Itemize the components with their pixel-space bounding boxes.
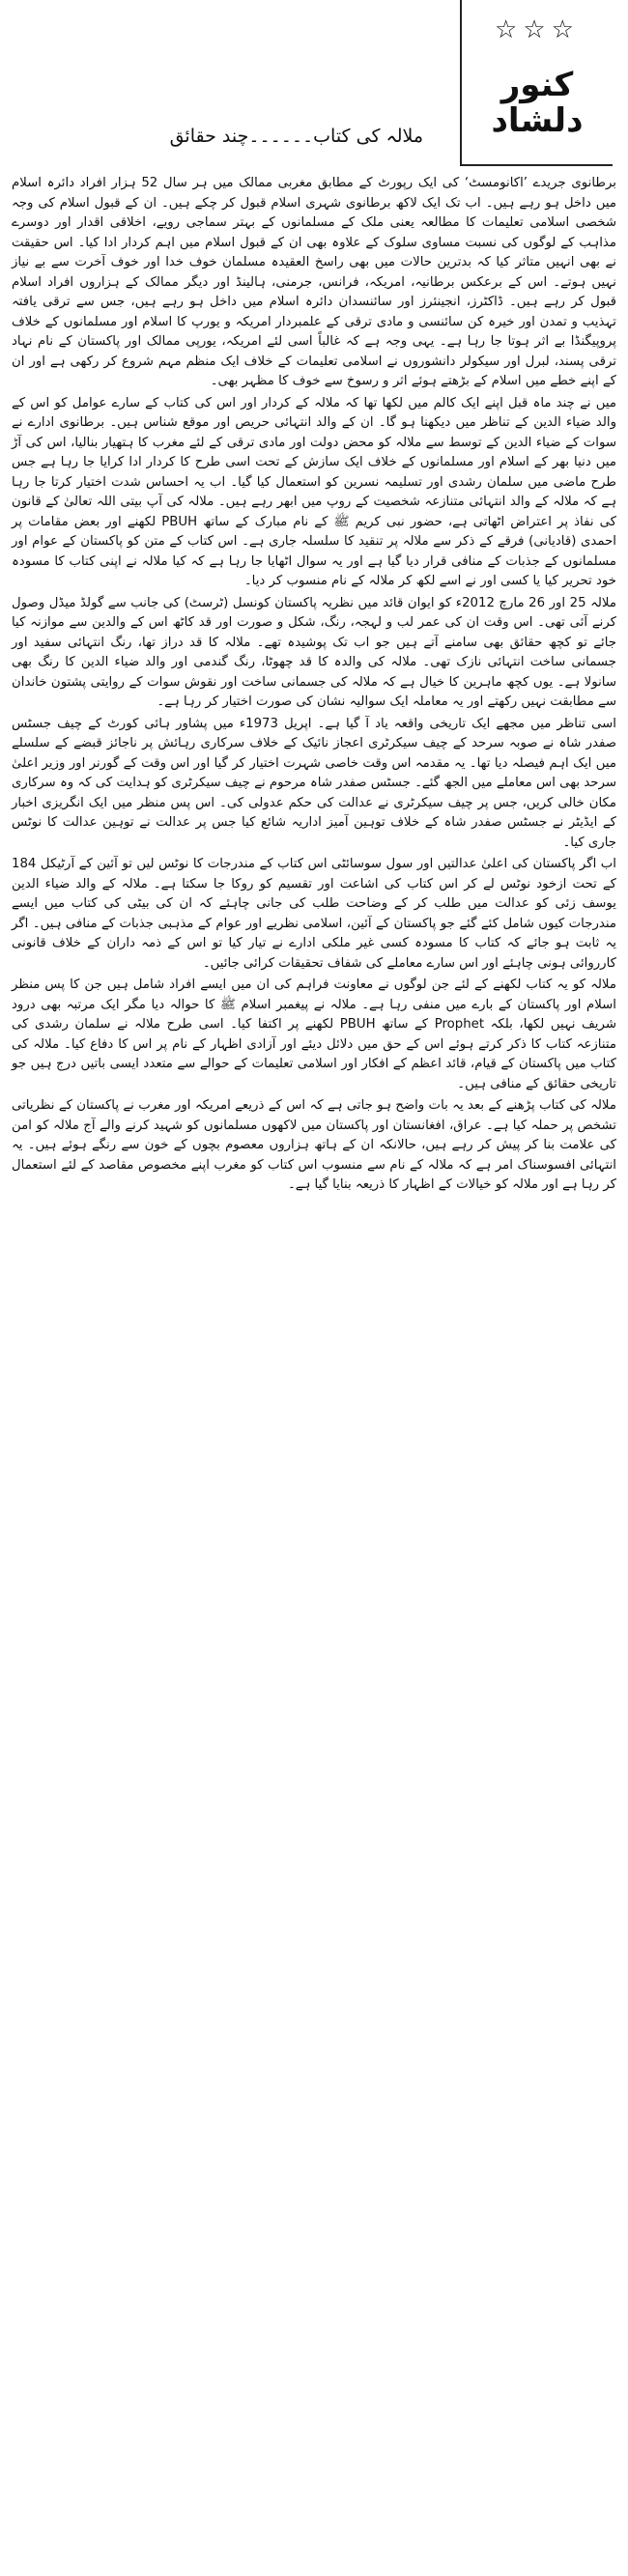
article-paragraph: ملالہ 25 اور 26 مارچ 2012ء کو ایوان قائد میں نظریہ پاکستان کونسل (ٹرسٹ) کی جانب سے گولڈ میڈل وصول کرنے آئی تھی۔ اس وقت ان کی عمر لب و لہجہ، رنگ، شکل و صورت اور قد کاٹھ اس کے والدین سے موازنہ کیا جائے تو کچھ حقائق بھی سامنے آتے ہیں جو اب تک پوشیدہ تھے۔ ملالہ کا قد دراز تھا، رنگ انتہائی سفید اور جسمانی ساخت انتہائی نازک تھی۔ ملالہ کی والدہ کا قد چھوٹا، رنگ گندمی اور والد ضیاء الدین کا رنگ بھی سانولا ہے۔ یوں کچھ ماہرین کا خیال ہے کہ ملالہ کی جسمانی ساخت اور نقوش سوات کے روایتی پشتون خاندان سے مطابقت نہیں رکھتے اور یہ معاملہ ایک سوالیہ نشان کی صورت اختیار کر رہا ہے۔ — [12, 595, 616, 709]
article-paragraph: میں نے چند ماہ قبل اپنے ایک کالم میں لکھا تھا کہ ملالہ کے کردار اور اس کی کتاب کے سارے عوامل کو اس کے والد ضیاء الدین کے تناظر میں دیکھنا ہو گا۔ ان کے والد انتہائی حریص اور موقع شناس ہیں۔ برطانوی ادارے نے سوات کے ضیاء الدین کے توسط سے ملالہ کو محض دولت اور مادی ترقی کے لئے مغرب کا ہتھیار بنالیا، اس کی آڑ میں دنیا بھر کے اسلام اور مسلمانوں کے خلاف ایک سازش کے تحت اسی طرح کا کردار ادا کرایا جا رہا ہے جس طرح ماضی میں سلمان رشدی اور تسلیمہ نسرین کو استعمال کیا گیا۔ اب یہ احساس شدت اختیار کرتا جا رہا ہے کہ ملالہ کے والد انتہائی متنازعہ شخصیت کے روپ میں ابھر رہے ہیں۔ ملالہ کی آپ بیتی اللہ تعالیٰ کے قانون کی نفاذ پر اعتراض اٹھاتی ہے، حضور نبی کریم ﷺ کے نام مبارک کے ساتھ PBUH لکھنے اور بعض مقامات پر احمدی (قادیانی) فرقے کے ذکر سے ملالہ پر تنقید کا سلسلہ جاری ہے۔ اس کتاب کے متن کو پاکستان کے عوام اور مسلمانوں کے جذبات کے منافی قرار دیا گیا ہے اور یہ سوال اٹھایا جا رہا ہے کہ کیا ملالہ نے اپنی کتاب کا مسودہ خود تحریر کیا یا کسی اور نے اسے لکھ کر ملالہ کے نام منسوب کر دیا۔ — [12, 395, 616, 588]
article-body — [12, 174, 616, 1196]
author-name: کنور دلشاد — [491, 66, 584, 141]
article-paragraph: اسی تناظر میں مجھے ایک تاریخی واقعہ یاد آ گیا ہے۔ اپریل 1973ء میں پشاور ہائی کورٹ کے چیف جسٹس صفدر شاہ نے صوبہ سرحد کے چیف سیکرٹری اعجاز نائیک کے خلاف سرکاری رہائش پر ناجائز قبضے کے سلسلے میں ایک اہم فیصلہ دیا تھا۔ یہ مقدمہ اس وقت خاصی شہرت اختیار کر گیا اور اس وقت کے گورنر اور وزیر اعلیٰ سرحد بھی اس معاملے میں الجھ گئے۔ جسٹس صفدر شاہ مرحوم نے چیف سیکرٹری کو ہدایت کی کہ وہ سرکاری مکان خالی کریں، جس پر چیف سیکرٹری نے عدالت کی حکم عدولی کی۔ اس پس منظر میں ایک انگریزی اخبار کے ایڈیٹر نے جسٹس صفدر شاہ کے خلاف توہین آمیز اداریہ شائع کیا جس پر عدالت نے توہین عدالت کا نوٹس جاری کیا۔ — [12, 716, 616, 850]
column-header — [12, 0, 616, 174]
article-paragraph: برطانوی جریدے ’اکانومسٹ‘ کی ایک رپورٹ کے مطابق مغربی ممالک میں ہر سال 52 ہزار افراد دائرہ اسلام میں داخل ہو رہے ہیں۔ اب تک ایک لاکھ برطانوی شہری اسلام قبول کر چکے ہیں۔ ان کے قبول اسلام کی وجہ شخصی اسلامی تعلیمات کا مطالعہ یعنی ملک کے مسلمانوں کے بہتر سماجی رویے، اخلاقی اقدار اور دوسرے مذاہب کے لوگوں کی نسبت مساوی سلوک کے علاوہ بھی ان کے قبول اسلام میں اہم کردار ادا کیا۔ اس حقیقت نے بھی انہیں متاثر کیا کہ بدترین حالات میں بھی راسخ العقیدہ مسلمان خوف خدا اور خوف آخرت سے بے نیاز نہیں ہوتے۔ اس کے برعکس برطانیہ، امریکہ، فرانس، جرمنی، ہالینڈ اور دیگر ممالک کے ہزاروں افراد اسلام قبول کر رہے ہیں۔ ڈاکٹرز، انجینئرز اور سائنسدان دائرہ اسلام میں داخل ہو رہے ہیں، جس سے ترقی یافتہ تہذیب و تمدن اور خیرہ کن سائنسی و مادی ترقی کے علمبردار امریکہ و یورپ کا اسلام اور مسلمانوں کے خلاف پروپیگنڈا بے اثر ہوتا جا رہا ہے۔ یہی وجہ ہے کہ غالباً اسی لئے امریکہ، یورپی ممالک اور پاکستان کے نام نہاد ترقی پسند، لبرل اور سیکولر دانشوروں نے اسلامی تعلیمات کے خلاف ایک منظم مہم شروع کر رکھی ہے اور ان کے اپنے خطے میں اسلام کے بڑھتے ہوئے اثر و رسوخ سے خوف کا مظہر بھی۔ — [12, 176, 616, 388]
article-paragraph: اب اگر پاکستان کی اعلیٰ عدالتیں اور سول سوسائٹی اس کتاب کے مندرجات کا نوٹس لیں تو آئین کے آرٹیکل 184 کے تحت ازخود نوٹس لے کر اس کتاب کی اشاعت اور تقسیم کو روکا جا سکتا ہے۔ ملالہ کے والد ضیاء الدین یوسف زئی کو عدالت میں طلب کر کے وضاحت طلب کی جانی چاہئے کہ ان کی بیٹی کی کتاب میں ایسے مندرجات کیوں شامل کئے گئے جو پاکستان کے آئین، اسلامی نظریے اور عوام کے مذہبی جذبات کے منافی ہیں۔ اگر یہ ثابت ہو جائے کہ کتاب کا مسودہ کسی غیر ملکی ادارے نے تیار کیا تو اس کے ذمہ داران کے خلاف قانونی کارروائی ہونی چاہئے اور اس سارے معاملے کی شفاف تحقیقات کرائی جائیں۔ — [12, 857, 616, 971]
author-byline-box — [460, 0, 613, 166]
article-paragraph: ملالہ کو یہ کتاب لکھنے کے لئے جن لوگوں نے معاونت فراہم کی ان میں ایسے افراد شامل ہیں جن کا پس منظر اسلام اور پاکستان کے بارے میں منفی رہا ہے۔ ملالہ نے پیغمبر اسلام ﷺ کا حوالہ دیا مگر ایک مرتبہ بھی درود شریف نہیں لکھا، بلکہ Prophet کے ساتھ PBUH لکھنے پر اکتفا کیا۔ اسی طرح ملالہ نے سلمان رشدی کی متنازعہ کتاب کا ذکر کرتے ہوئے اس کے حق میں دلائل دیئے اور آزادی اظہار کے نام پر اس کا دفاع کیا۔ ملالہ کی کتاب میں پاکستان کے قیام، قائد اعظم کے افکار اور اسلامی تعلیمات کے حوالے سے متعدد ایسی باتیں درج ہیں جو تاریخی حقائق کے منافی ہیں۔ — [12, 977, 616, 1091]
stars-icon: ☆☆☆ — [495, 15, 580, 44]
column-title: ملالہ کی کتاب۔۔۔۔۔۔چند حقائق — [169, 126, 423, 147]
article-paragraph: ملالہ کی کتاب پڑھنے کے بعد یہ بات واضح ہو جاتی ہے کہ اس کے ذریعے امریکہ اور مغرب نے پاکستان کے نظریاتی تشخص پر حملہ کیا ہے۔ عراق، افغانستان اور پاکستان میں لاکھوں مسلمانوں کو شہید کرنے والے آج ملالہ کو امن کی علامت بنا کر پیش کر رہے ہیں، حالانکہ ان کے ہاتھ ہزاروں معصوم بچوں کے خون سے رنگے ہوئے ہیں۔ یہ انتہائی افسوسناک امر ہے کہ ملالہ کے نام سے منسوب اس کتاب کو مغرب اپنے مخصوص مقاصد کے لئے استعمال کر رہا ہے اور ملالہ کو خیالات کے اظہار کا ذریعہ بنایا گیا ہے۔ — [12, 1098, 616, 1192]
